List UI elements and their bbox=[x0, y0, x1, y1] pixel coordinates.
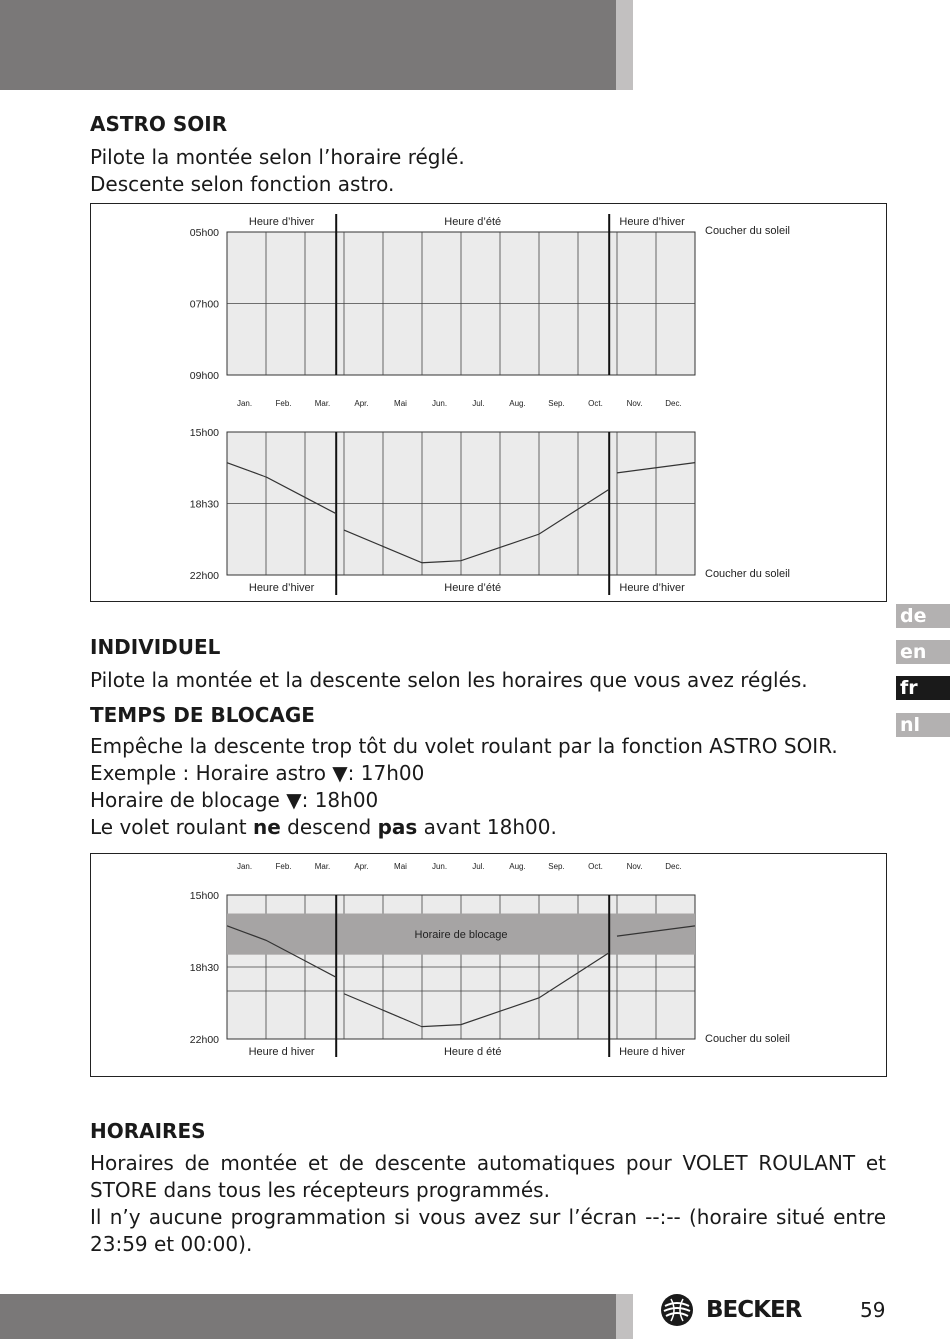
astro-soir-line1: Pilote la montée selon l’horaire réglé. bbox=[90, 145, 465, 169]
block-month-label: Jul. bbox=[472, 862, 485, 871]
astro-month-label: Apr. bbox=[354, 399, 369, 408]
block-month-label: Nov. bbox=[626, 862, 643, 871]
temps-blocage-line1: Empêche la descente trop tôt du volet roulant par la fonction ASTRO SOIR. bbox=[90, 734, 838, 758]
block-right-label: Coucher du soleil bbox=[705, 1033, 790, 1045]
astro-month-label: Aug. bbox=[509, 399, 526, 408]
lang-tab-fr[interactable]: fr bbox=[896, 676, 950, 700]
astro-top-season-label: Heure d’été bbox=[444, 216, 502, 228]
horaires-line1: Horaires de montée et de descente automatiques pour VOLET ROULANT et STORE dans tous les récepteurs programmés. bbox=[90, 1151, 886, 1202]
astro-top-right-label: Coucher du soleil bbox=[705, 225, 790, 237]
astro-bottom-season-label: Heure d’hiver bbox=[248, 582, 315, 594]
block-ytick: 15h00 bbox=[189, 890, 219, 902]
astro-month-label: Feb. bbox=[275, 399, 292, 408]
page-number: 59 bbox=[860, 1298, 886, 1322]
individuel-title: INDIVIDUEL bbox=[90, 635, 221, 659]
astro-bottom-season-label: Heure d’hiver bbox=[619, 582, 685, 594]
block-ytick: 18h30 bbox=[189, 962, 219, 974]
astro-chart-box bbox=[90, 203, 887, 602]
footer-band-edge bbox=[616, 1294, 633, 1339]
astro-month-label: Mar. bbox=[314, 399, 331, 408]
astro-month-label: Jan. bbox=[236, 399, 253, 408]
block-month-label: Apr. bbox=[354, 862, 369, 871]
astro-month-label: Jun. bbox=[431, 399, 448, 408]
astro-top-ytick: 07h00 bbox=[189, 298, 219, 311]
temps-blocage-line3: Horaire de blocage ▼: 18h00 bbox=[90, 788, 379, 812]
block-month-label: Mar. bbox=[314, 862, 331, 871]
astro-top-ytick: 05h00 bbox=[189, 227, 219, 239]
horaires-title: HORAIRES bbox=[90, 1119, 206, 1143]
temps-blocage-line2: Exemple : Horaire astro ▼: 17h00 bbox=[90, 761, 425, 785]
header-band bbox=[0, 0, 616, 90]
block-season-label: Heure d hiver bbox=[619, 1046, 686, 1058]
astro-bottom-ytick: 15h00 bbox=[189, 427, 219, 439]
astro-bottom-right-label: Coucher du soleil bbox=[705, 568, 790, 580]
blocking-chart bbox=[91, 854, 885, 1075]
block-ytick: 22h00 bbox=[189, 1034, 219, 1046]
block-month-label: Sep. bbox=[548, 862, 565, 871]
becker-logo-icon bbox=[660, 1293, 694, 1327]
block-month-label: Oct. bbox=[588, 862, 603, 871]
astro-month-label: Mai bbox=[394, 399, 407, 408]
astro-bottom-ytick: 18h30 bbox=[189, 498, 219, 511]
block-month-label: Feb. bbox=[275, 862, 292, 871]
temps-blocage-line4: Le volet roulant ne descend pas avant 18h00. bbox=[90, 815, 557, 839]
astro-bottom-ytick: 22h00 bbox=[189, 570, 219, 582]
astro-month-label: Jul. bbox=[472, 399, 485, 408]
block-month-label: Mai bbox=[394, 862, 407, 871]
blocking-band-label: Horaire de blocage bbox=[414, 929, 508, 942]
individuel-line1: Pilote la montée et la descente selon les horaires que vous avez réglés. bbox=[90, 668, 808, 692]
block-month-label: Aug. bbox=[509, 862, 526, 871]
astro-top-season-label: Heure d’hiver bbox=[619, 216, 685, 228]
astro-month-label: Nov. bbox=[626, 399, 643, 408]
astro-top-season-label: Heure d’hiver bbox=[248, 216, 315, 228]
astro-chart bbox=[91, 204, 885, 600]
block-month-label: Jun. bbox=[431, 862, 448, 871]
astro-top-ytick: 09h00 bbox=[189, 370, 219, 382]
lang-tab-de[interactable]: de bbox=[896, 604, 950, 628]
astro-month-label: Oct. bbox=[588, 399, 603, 408]
footer-band bbox=[0, 1294, 616, 1339]
lang-tab-nl[interactable]: nl bbox=[896, 713, 950, 737]
temps-blocage-title: TEMPS DE BLOCAGE bbox=[90, 703, 315, 727]
block-month-label: Dec. bbox=[665, 862, 682, 871]
brand-name: BECKER bbox=[706, 1297, 802, 1323]
header-band-edge bbox=[616, 0, 633, 90]
astro-soir-title: ASTRO SOIR bbox=[90, 112, 228, 136]
horaires-line2: Il n’y aucune programmation si vous avez sur l’écran --:-- (horaire situé entre 23:59 et 00:00). bbox=[90, 1205, 886, 1256]
lang-tab-en[interactable]: en bbox=[896, 640, 950, 664]
block-month-label: Jan. bbox=[236, 862, 253, 871]
astro-bottom-season-label: Heure d’été bbox=[444, 582, 502, 594]
block-season-label: Heure d hiver bbox=[248, 1046, 315, 1058]
blocking-chart-box bbox=[90, 853, 887, 1077]
block-season-label: Heure d été bbox=[443, 1046, 502, 1058]
astro-month-label: Sep. bbox=[548, 399, 565, 408]
astro-soir-line2: Descente selon fonction astro. bbox=[90, 172, 395, 196]
astro-month-label: Dec. bbox=[665, 399, 682, 408]
